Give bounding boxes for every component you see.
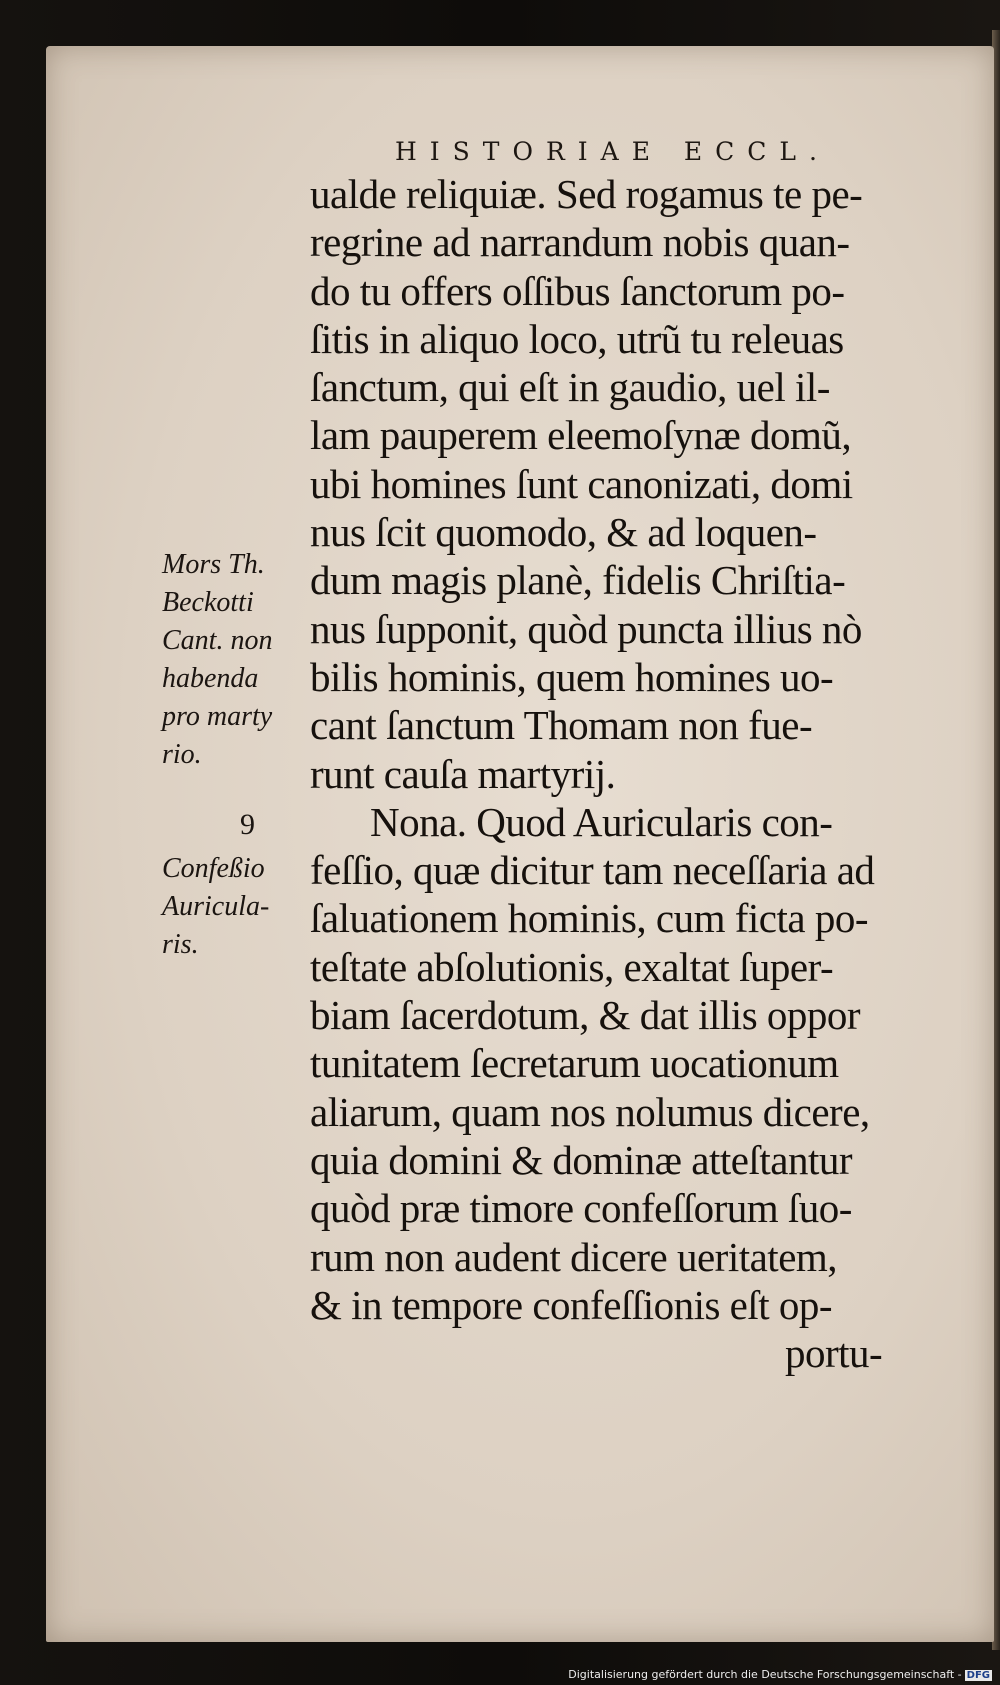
margin-article-number: 9 (240, 808, 255, 841)
text-line: rum non audent dicere ueritatem, (310, 1233, 838, 1280)
text-line: & in tempore confeſſionis eſt op- (310, 1281, 833, 1328)
text-line: biam ſacerdotum, & dat illis oppor (310, 992, 861, 1039)
text-line: quia domini & dominæ atteſtantur (310, 1136, 852, 1183)
text-line: ualde reliquiæ. Sed rogamus te pe- (310, 171, 863, 217)
margin-line: rio. (162, 739, 202, 770)
text-line: ſaluationem hominis, cum ficta po- (310, 895, 869, 942)
text-line: teſtate abſolutionis, exaltat ſuper- (310, 943, 834, 990)
catchword: portu- (785, 1330, 883, 1377)
margin-line: Mors Th. (162, 549, 265, 580)
text-line: cant ſanctum Thomam non fue- (310, 702, 813, 749)
text-line: bilis hominis, quem homines uo- (310, 653, 834, 700)
text-line: runt cauſa martyrij. (310, 750, 616, 797)
text-line: tunitatem ſecretarum uocationum (310, 1040, 839, 1087)
text-line: do tu offers oſſibus ſanctorum po- (310, 267, 845, 314)
margin-line: Cant. non (162, 625, 273, 656)
margin-line: ris. (162, 929, 199, 960)
text-line: Nona. Quod Auricularis con- (370, 798, 833, 845)
text-line: feſſio, quæ dicitur tam neceſſaria ad (310, 847, 875, 894)
text-line: ubi homines ſunt canonizati, domi (310, 460, 853, 507)
margin-line: habenda (162, 663, 259, 694)
text-line: lam pauperem eleemoſynæ domũ, (310, 412, 852, 459)
text-line: ſitis in aliquo loco, utrũ tu releuas (310, 315, 844, 362)
margin-note-confessio (162, 850, 310, 964)
dfg-logo: DFG (966, 1670, 990, 1681)
margin-line: Beckotti (162, 587, 254, 618)
running-head: HISTORIAE ECCL. (395, 137, 830, 166)
digitization-credit (568, 1668, 992, 1681)
text-line: quòd præ timore confeſſorum ſuo- (310, 1185, 852, 1232)
text-line: dum magis planè, fidelis Chriſtia- (310, 557, 846, 604)
main-text-block (310, 170, 950, 1377)
credit-text: Digitalisierung gefördert durch die Deutsche Forschungsgemeinschaft - (568, 1668, 962, 1681)
text-line: aliarum, quam nos nolumus dicere, (310, 1088, 870, 1135)
margin-line: Confeßio (162, 853, 265, 884)
text-line: nus ſupponit, quòd puncta illius nò (310, 605, 862, 652)
text-line: nus ſcit quomodo, & ad loquen- (310, 509, 817, 556)
margin-note-mors (162, 546, 310, 774)
text-line: regrine ad narrandum nobis quan- (310, 219, 850, 266)
text-line: ſanctum, qui eſt in gaudio, uel il- (310, 364, 830, 411)
margin-line: pro marty (162, 701, 273, 732)
margin-line: Auricula- (162, 891, 270, 922)
